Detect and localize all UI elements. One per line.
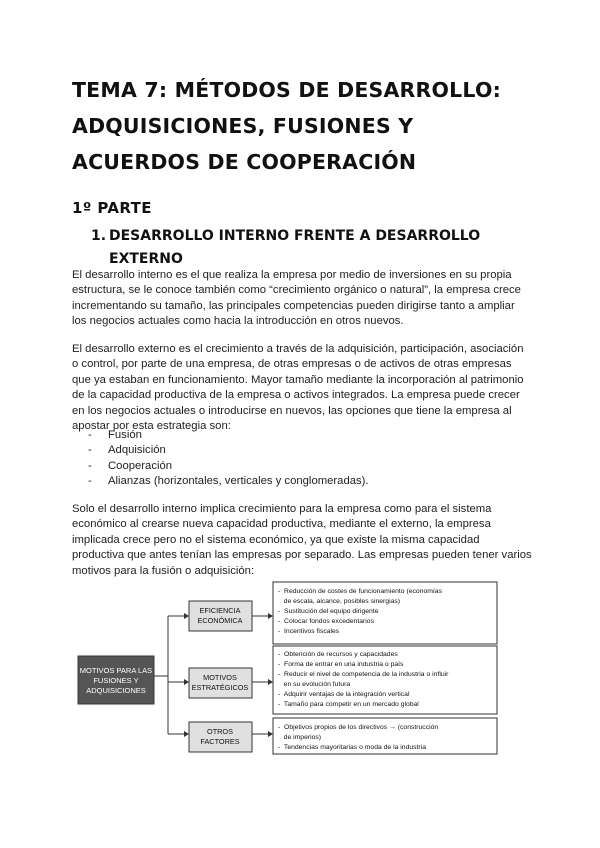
paragraph-internal-development: El desarrollo interno es el que realiza la empresa por medio de inversiones en su propia estructura, se le conoce también como “crecimiento orgánico o natural”, la empresa crece incrementando su tamaño, las principales competencias pueden dirigirse tanto a ampliar los negocios actuales como hacia la introducción en otros nuevos. — [72, 269, 521, 328]
section-number: 1. — [91, 228, 107, 244]
branch-label: ECONÓMICA — [197, 616, 243, 625]
detail-item: - Adquirir ventajas de la integración vertical — [278, 691, 410, 698]
detail-item: de imperios) — [278, 734, 322, 741]
detail-item: de escala, alcance, posibles sinergias) — [278, 598, 401, 605]
detail-item: - Forma de entrar en una industria o país — [278, 661, 404, 668]
branch-label: OTROS — [207, 727, 233, 736]
list-item: - Adquisición — [88, 444, 166, 457]
document-title: TEMA 7: MÉTODOS DE DESARROLLO: ADQUISICIONES, FUSIONES Y ACUERDOS DE COOPERACIÓN — [72, 78, 501, 174]
root-line: FUSIONES Y — [93, 676, 139, 685]
section-heading — [91, 225, 511, 271]
list-item: - Alianzas (horizontales, verticales y conglomeradas). — [88, 475, 369, 488]
paragraph-external-development: El desarrollo externo es el crecimiento a través de la adquisición, participación, asociación o control, por parte de una empresa, de otras empresas o de activos de otras empresas que ya estaban en funcionamiento. Mayor tamaño mediante la incorporación al patrimonio de la capacidad productiva de la empresa o activos integrados. La empresa puede crecer en los negocios actuales o introducirse en nuevos, las opciones que tiene la empresa al apostar por esta estrategia son: — [72, 343, 524, 433]
detail-item: - Colocar fondos excedentarios — [278, 618, 374, 625]
detail-item: - Incentivos fiscales — [278, 628, 340, 635]
paragraph-comparison: Solo el desarrollo interno implica crecimiento para la empresa como para el sistema económico al crearse nueva capacidad productiva, mediante el externo, la empresa implicada crece pero no el sistema económico, ya que existe la misma capacidad productiva que antes tenían las empresas por separado. Las empresas pueden tener varios motivos para la fusión o adquisición: — [72, 503, 532, 577]
root-line: MOTIVOS PARA LAS — [79, 666, 153, 675]
detail-item: - Objetivos propios de los directivos → (construcción — [278, 724, 439, 731]
detail-item: - Tamaño para competir en un mercado global — [278, 701, 419, 708]
detail-item: - Tendencias mayoritarias o moda de la industria — [278, 744, 426, 751]
branch-label: EFICIENCIA — [199, 606, 241, 615]
detail-item: - Sustitución del equipo dirigente — [278, 608, 379, 615]
section-title: DESARROLLO INTERNO FRENTE A DESARROLLO EXTERNO — [109, 228, 481, 267]
growth-options-list — [88, 428, 369, 490]
motives-diagram — [70, 576, 510, 762]
root-line: ADQUISICIONES — [86, 686, 146, 695]
detail-item: - Obtención de recursos y capacidades — [278, 651, 398, 658]
list-item: - Fusión — [88, 429, 142, 441]
detail-item: en su evolución futura — [278, 681, 351, 688]
detail-item: - Reducir el nivel de competencia de la industria o influir — [278, 671, 449, 678]
list-item: - Cooperación — [88, 459, 173, 472]
part-heading: 1º PARTE — [72, 199, 152, 217]
branch-label: FACTORES — [200, 737, 240, 746]
detail-item: - Reducción de costes de funcionamiento (economías — [278, 588, 442, 595]
branch-label: ESTRATÉGICOS — [191, 683, 249, 692]
branch-label: MOTIVOS — [203, 673, 237, 682]
